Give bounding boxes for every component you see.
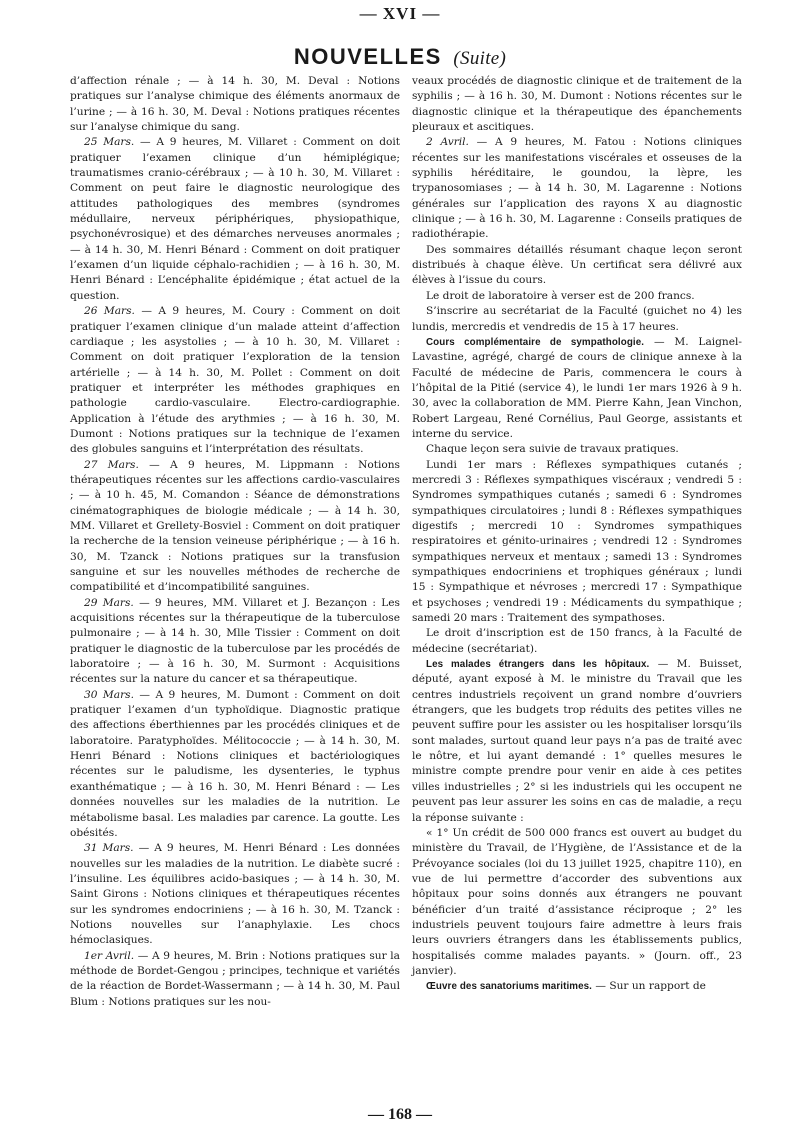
section-title-oeuvre-sanatoriums: Œuvre des sanatoriums maritimes. — [426, 981, 593, 993]
paragraph-text: — A 9 heures, M. Villaret : Comment on doit pratiquer l’examen clinique d’un hémiplégique; traumatismes cranio-cérébraux ; — à 10 h. 30, M. Villaret : Comment on peut faire le diagnostic neurologique des attitudes pathologiques des membres (syndromes médullaire, nerveux périphériques, physiopathique, psychonévrosique) et des démarches nerveuses anormales ; — à 14 h. 30, M. Henri Bénard : Comment on doit pratiquer l’examen d’un liquide céphalo-rachidien ; — à 16 h. 30, M. Henri Bénard : L’encéphalite épidémique ; état actuel de la question. — [70, 136, 400, 302]
left-column — [70, 74, 400, 1010]
paragraph — [412, 979, 742, 994]
date-label: 25 Mars. — [84, 136, 135, 149]
date-label: 29 Mars. — [84, 596, 134, 609]
paragraph-text: — A 9 heures, M. Henri Bénard : Les données nouvelles sur les maladies de la nutrition. Le diabète sucré : l’insuline. Les équilibres acido-basiques ; — à 14 h. 30, M. Saint Girons : Notions cliniques et thérapeutiques récentes sur les syndromes endocriniens ; — à 16 h. 30, M. Tzanck : Notions nouvelles sur l’anaphylaxie. Les chocs hémoclasiques. — [70, 842, 400, 947]
paragraph-text: — M. Laignel-Lavastine, agrégé, chargé de cours de clinique annexe à la Faculté de médecine de Paris, commencera le cours à l’hôpital de la Pitié (service 4), le lundi 1er mars 1926 à 9 h. 30, avec la collaboration de MM. Pierre Kahn, Jean Vinchon, Robert Largeau, René Cornélius, Paul George, assistants et interne du service. — [412, 335, 742, 440]
right-column — [412, 74, 742, 995]
paragraph: Chaque leçon sera suivie de travaux pratiques. — [426, 443, 679, 456]
paragraph — [412, 135, 742, 242]
header-suite: (Suite) — [453, 48, 507, 69]
paragraph — [412, 335, 742, 442]
page-number: — 168 — — [368, 1106, 432, 1123]
paragraph-text: — 9 heures, MM. Villaret et J. Bezançon : Les acquisitions récentes sur la thérapeutique de la tuberculose pulmonaire ; — à 14 h. 30, Mlle Tissier : Comment on doit pratiquer le diagnostic de la tuberculose par les procédés de laboratoire ; — à 16 h. 30, M. Surmont : Acquisitions récentes sur la nature du cancer et sa thérapeutique. — [70, 596, 400, 686]
paragraph — [70, 304, 400, 457]
paragraph: veaux procédés de diagnostic clinique et de traitement de la syphilis ; — à 16 h. 30, M. Dumont : Notions récentes sur le diagnostic clinique et la thérapeutique des épanchements pleuraux et ascitiques. — [412, 75, 742, 134]
paragraph: Lundi 1er mars : Réflexes sympathiques cutanés ; mercredi 3 : Réflexes sympathiques viscéraux ; vendredi 5 : Syndromes sympathiques cutanés ; samedi 6 : Syndromes sympathiques circulatoires ; lundi 8 : Réflexes sympathiques digestifs ; mercredi 10 : Syndromes sympathiques respiratoires et génito-urinaires ; vendredi 12 : Syndromes sympathiques nerveux et mentaux ; samedi 13 : Syndromes sympathiques endocriniens et trophiques généraux ; lundi 15 : Sympathique et névroses ; mercredi 17 : Sympathique et psychoses ; vendredi 19 : Médicaments du sympathique ; samedi 20 mars : Traitement des sympathoses. — [412, 458, 742, 625]
page-folio-top: — XVI — — [359, 4, 441, 23]
section-title-malades-etrangers: Les malades étrangers dans les hôpitaux. — [426, 659, 650, 671]
paragraph: d’affection rénale ; — à 14 h. 30, M. Deval : Notions pratiques sur l’analyse chimique des éléments anormaux de l’urine ; — à 16 h. 30, M. Deval : Notions pratiques récentes sur l’analyse chimique du sang. — [70, 75, 400, 134]
paragraph-text: — A 9 heures, M. Fatou : Notions cliniques récentes sur les manifestations viscérales et osseuses de la syphilis héréditaire, le goundou, la lèpre, les trypanosomiases ; — à 14 h. 30, M. Lagarenne : Notions générales sur l’application des rayons X au diagnostic clinique ; — à 16 h. 30, M. Lagarenne : Conseils pratiques de radiothérapie. — [412, 136, 742, 241]
date-label: 26 Mars. — [84, 305, 135, 318]
paragraph — [70, 596, 400, 688]
date-label: 1er Avril. — [84, 949, 135, 962]
paragraph — [70, 688, 400, 841]
paragraph — [70, 458, 400, 596]
paragraph-text: — Sur un rapport de — [595, 980, 706, 993]
paragraph-text: — A 9 heures, M. Dumont : Comment on doit pratiquer l’examen d’un typhoïdique. Diagnostic pratique des affections éberthiennes par les procédés cliniques et de laboratoire. Paratyphoïdes. Mélitococcie ; — à 14 h. 30, M. Henri Bénard : Notions cliniques et bactériologiques récentes sur le paludisme, les dysenteries, le typhus exanthématique ; — à 16 h. 30, M. Henri Bénard : — Les données nouvelles sur les maladies de la nutrition. Le métabolisme basal. Les maladies par carence. La goutte. Les obésités. — [70, 688, 400, 839]
date-label: 2 Avril. — [426, 136, 469, 149]
paragraph — [70, 841, 400, 948]
date-label: 27 Mars. — [84, 458, 139, 471]
header-title: NOUVELLES — [293, 44, 442, 69]
paragraph-text: — M. Buisset, député, ayant exposé à M. le ministre du Travail que les centres industriels reçoivent un grand nombre d’ouvriers étrangers, que les budgets trop réduits des petites villes ne peuvent suffire pour les assister ou les hospitaliser lorsqu’ils sont malades, surtout quand leur pays n’a pas de traité avec le nôtre, et lui ayant demandé : 1° quelles mesures le ministre compte prendre pour venir en aide à ces petites villes industrielles ; 2° si les industriels qui les occupent ne peuvent pas leur assurer les soins en cas de maladie, a reçu la réponse suivante : — [412, 658, 742, 824]
paragraph — [412, 657, 742, 826]
paragraph: Le droit de laboratoire à verser est de 200 francs. — [426, 289, 695, 302]
paragraph-text: — A 9 heures, M. Coury : Comment on doit pratiquer l’examen clinique d’un malade atteint d’affection cardiaque ; les asystolies ; — à 10 h. 30, M. Villaret : Comment on doit pratiquer l’exploration de la tension artérielle ; — à 14 h. 30, M. Pollet : Comment on doit pratiquer et interpréter les méthodes graphiques en pathologie cardio-vasculaire. Electro-cardiographie. Application à l’étude des arythmies ; — à 16 h. 30, M. Dumont : Notions pratiques sur la technique de l’examen des globules sanguins et l’interprétation des résultats. — [70, 305, 400, 456]
section-title-sympathologie: Cours complémentaire de sympathologie. — [426, 336, 645, 348]
quote-paragraph: « 1° Un crédit de 500 000 francs est ouvert au budget du ministère du Travail, de l’Hygiène, de l’Assistance et de la Prévoyance sociales (loi du 13 juillet 1925, chapitre 110), en vue de lui permettre d’accorder des subventions aux hôpitaux pour soins donnés aux étrangers ne pouvant bénéficier d’un traité d’assistance réciproque ; 2° les industriels peuvent toujours faire admettre à leurs frais leurs ouvriers étrangers dans les établissements publics, hospitalisés comme malades payants. » (Journ. off., 23 janvier). — [412, 826, 742, 977]
paragraph-text: — A 9 heures, M. Lippmann : Notions thérapeutiques récentes sur les affections cardio-vasculaires ; — à 10 h. 45, M. Comandon : Séance de démonstrations cinématographiques de biologie médicale ; — à 14 h. 30, MM. Villaret et Grellety-Bosviel : Comment on doit pratiquer la recherche de la tension veineuse périphérique ; — à 16 h. 30, M. Tzanck : Notions pratiques sur la transfusion sanguine et sur les nouvelles méthodes de recherche de compatibilité et d’incompatibilité sanguines. — [70, 458, 400, 594]
date-label: 31 Mars. — [84, 842, 134, 855]
paragraph: Des sommaires détaillés résumant chaque leçon seront distribués à chaque élève. Un certificat sera délivré aux élèves à l’issue du cours. — [412, 243, 742, 287]
paragraph — [70, 949, 400, 1010]
date-label: 30 Mars. — [84, 688, 134, 701]
paragraph: Le droit d’inscription est de 150 francs, à la Faculté de médecine (secrétariat). — [412, 627, 742, 655]
section-header — [0, 44, 800, 70]
paragraph — [70, 135, 400, 304]
paragraph-text: — A 9 heures, M. Brin : Notions pratiques sur la méthode de Bordet-Gengou ; principes, technique et variétés de la réaction de Bordet-Wassermann ; — à 14 h. 30, M. Paul Blum : Notions pratiques sur les nou- — [70, 949, 400, 1008]
paragraph: S’inscrire au secrétariat de la Faculté (guichet no 4) les lundis, mercredis et vendredis de 15 à 17 heures. — [412, 305, 742, 333]
